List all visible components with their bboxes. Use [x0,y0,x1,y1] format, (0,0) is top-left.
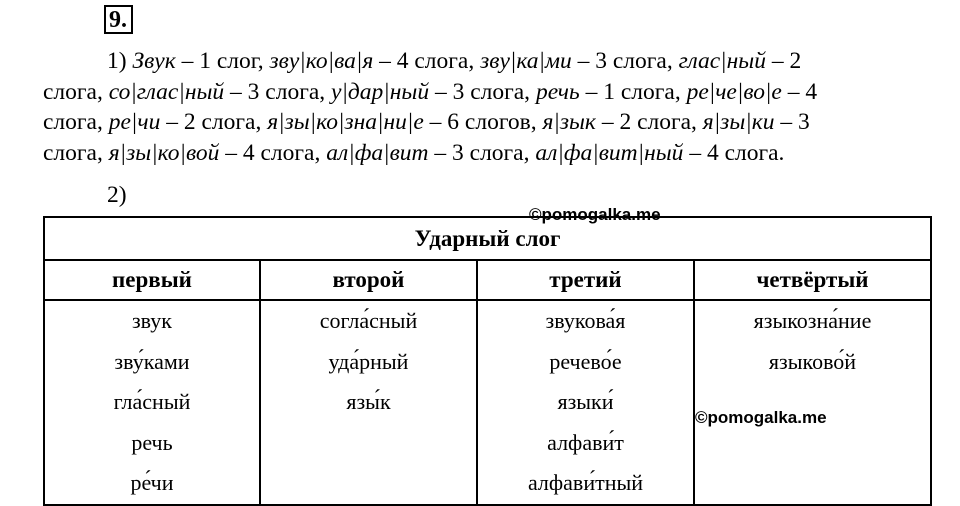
syllable-division-word: я|зы|ки [702,109,775,135]
word-item: речево́е [549,348,622,374]
word-item: зву́ками [114,348,190,374]
column-header-second: второй [260,260,477,300]
paragraph-text: – 1 слога, [579,78,687,105]
stressed-syllable-table [43,216,932,506]
paragraph-text: – 4 слога, [219,139,327,166]
paragraph-text: слога, [43,109,109,135]
syllable-division-word: у|дар|ный [331,78,430,105]
column-header-third: третий [477,260,694,300]
paragraph-text: слога, [43,78,109,105]
syllable-division-word: зву|ка|ми [480,48,572,74]
exercise-number: 9. [104,5,133,34]
syllable-division-word: я|зы|ко|зна|ни|е [267,109,424,135]
syllable-division-word: глас|ный [678,48,766,74]
syllable-division-word: ре|че|во|е [686,78,782,105]
paragraph-text: – 2 слога, [160,109,268,135]
syllable-division-word: я|зык [542,109,596,135]
column-first-words [44,300,260,505]
table-header-row [44,260,931,300]
word-item: язы́к [346,389,391,414]
column-fourth-words [694,300,931,505]
paragraph-text: – 4 слога, [373,48,481,74]
paragraph-text: – 3 слога, [224,78,332,105]
word-item: согла́сный [319,308,418,333]
paragraph-text: слога, [43,139,109,166]
column-second-words [260,300,477,505]
paragraph-text: – 3 слога, [429,78,536,105]
syllable-division-word: я|зы|ко|вой [108,139,220,166]
syllable-division-word: ал|фа|вит [326,139,429,166]
word-item: языкозна́ние [753,308,872,333]
paragraph-text: – 3 слога, [428,139,536,166]
word-item: алфави́т [547,429,624,455]
paragraph-line [43,138,923,169]
syllable-division-word: со|глас|ный [108,78,225,105]
word-item: гла́сный [113,389,191,414]
paragraph-text: – 4 слога. [683,139,785,166]
table-title-row [44,217,931,260]
word-item: речь [131,429,173,455]
watermark-bottom: ©pomogalka.me [695,408,827,427]
word-item: звук [131,308,172,333]
column-header-fourth: четвёртый [694,260,931,300]
paragraph-text: – 4 [781,78,818,105]
part1-paragraph [43,46,923,168]
column-third-words [477,300,694,505]
word-item: языки́ [557,389,614,414]
word-item: языково́й [768,348,857,374]
paragraph-text: – 6 слогов, [423,109,543,135]
syllable-division-word: ре|чи [108,109,161,135]
paragraph-line [43,46,923,77]
word-item: алфави́тный [527,470,644,495]
table-title: Ударный слог [44,217,931,260]
paragraph-line [43,77,923,108]
word-item: уда́рный [328,348,409,374]
syllable-division-word: речь [535,78,580,105]
paragraph-text: 1) [107,48,133,74]
paragraph-text: – 2 [765,48,802,74]
paragraph-text: – 2 слога, [595,109,703,135]
table-body-row [44,300,931,505]
part2-label: 2) [107,182,127,208]
syllable-division-word: зву|ко|ва|я [269,48,374,74]
syllable-division-word: ал|фа|вит|ный [535,139,684,166]
word-item: звукова́я [545,308,626,333]
column-header-first: первый [44,260,260,300]
paragraph-text: – 1 слог, [175,48,270,74]
syllable-division-word: Звук [132,48,176,74]
paragraph-text: – 3 [774,109,810,135]
word-item: ре́чи [130,470,174,495]
paragraph-line [43,107,923,138]
paragraph-text: – 3 слога, [571,48,679,74]
watermark-top: ©pomogalka.me [529,205,661,224]
